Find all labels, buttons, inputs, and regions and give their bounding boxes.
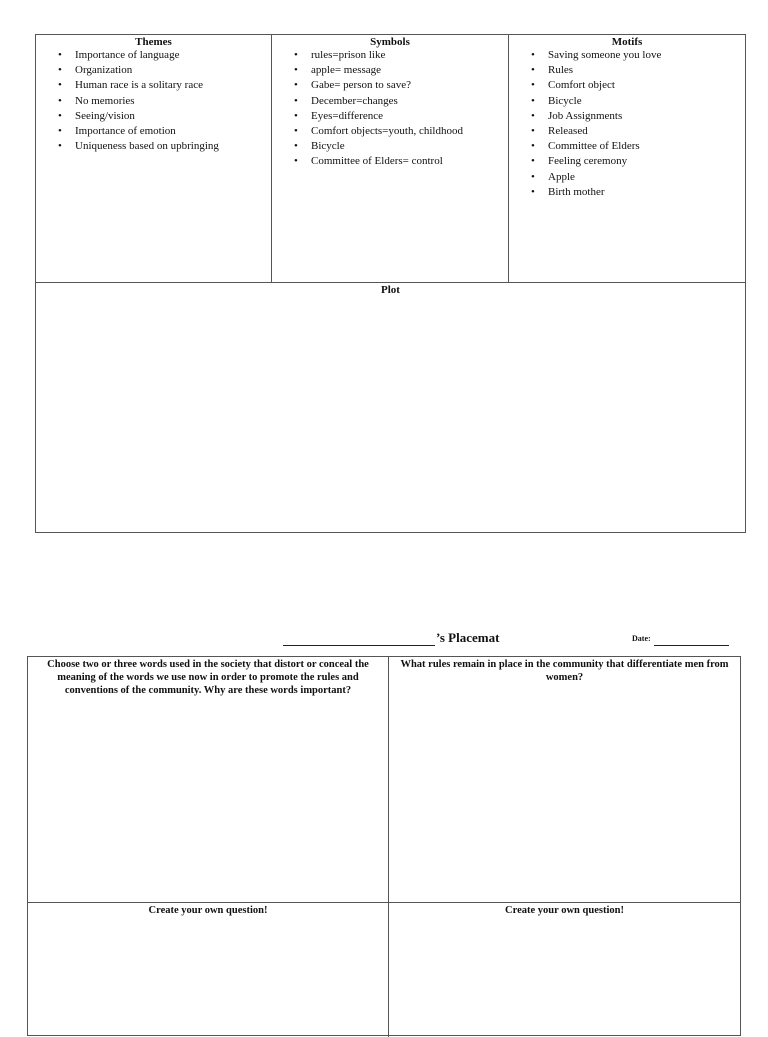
question-cell-bottom-right[interactable] [389, 903, 740, 1037]
list-item: • Committee of Elders= control [272, 154, 508, 169]
list-item: • Job Assignments [509, 109, 745, 124]
plot-heading: Plot [381, 284, 400, 296]
question-text: Create your own question! [148, 905, 268, 916]
plot-box[interactable] [36, 282, 745, 532]
name-blank-line[interactable] [283, 645, 435, 646]
list-item: • Seeing/vision [36, 109, 271, 124]
date-label: Date: [632, 634, 651, 643]
list-item: • Comfort object [509, 78, 745, 93]
question-text: What rules remain in place in the community that differentiate men from women? [400, 659, 729, 683]
literary-elements-table [35, 34, 746, 533]
list-item: • Eyes=difference [272, 109, 508, 124]
list-item: • Gabe= person to save? [272, 78, 508, 93]
symbols-column [272, 35, 509, 282]
list-item: • Rules [509, 63, 745, 78]
list-item: • Importance of emotion [36, 124, 271, 139]
list-item: • Bicycle [272, 139, 508, 154]
list-item: • December=changes [272, 94, 508, 109]
question-cell-bottom-left[interactable] [28, 903, 389, 1037]
list-item: • Comfort objects=youth, childhood [272, 124, 508, 139]
placemat-grid [27, 656, 741, 1036]
list-item: • Apple [509, 170, 745, 185]
list-item: • Saving someone you love [509, 48, 745, 63]
date-blank-line[interactable] [654, 645, 729, 646]
question-text: Create your own question! [505, 905, 624, 916]
list-item: • Human race is a solitary race [36, 78, 271, 93]
motifs-heading: Motifs [611, 36, 643, 48]
list-item: • Birth mother [509, 185, 745, 200]
question-cell-top-left[interactable] [28, 657, 389, 903]
list-item: • apple= message [272, 63, 508, 78]
motifs-column [509, 35, 745, 282]
symbols-list [272, 48, 508, 170]
question-text: Choose two or three words used in the society that distort or conceal the meaning of the words we use now in order to promote the rules and conventions of the community. Why are these words important? [47, 659, 369, 696]
motifs-list [509, 48, 745, 200]
list-item: • rules=prison like [272, 48, 508, 63]
themes-list [36, 48, 271, 154]
list-item: • Bicycle [509, 94, 745, 109]
placemat-title: ’s Placemat [436, 630, 500, 645]
list-item: • Feeling ceremony [509, 154, 745, 169]
list-item: • Committee of Elders [509, 139, 745, 154]
list-item: • No memories [36, 94, 271, 109]
list-item: • Released [509, 124, 745, 139]
list-item: • Organization [36, 63, 271, 78]
list-item: • Uniqueness based on upbringing [36, 139, 271, 154]
symbols-heading: Symbols [370, 36, 410, 48]
themes-column [36, 35, 272, 282]
themes-heading: Themes [135, 36, 172, 48]
question-cell-top-right[interactable] [389, 657, 740, 903]
list-item: • Importance of language [36, 48, 271, 63]
